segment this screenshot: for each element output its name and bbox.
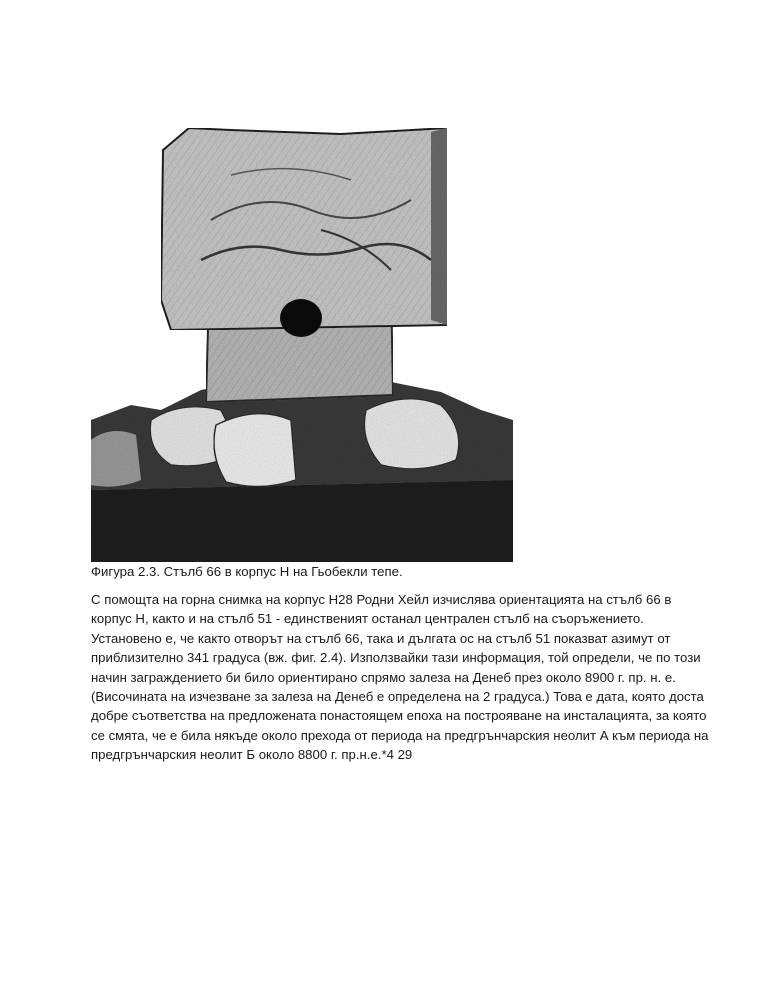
paragraph-line: Установено е, че както отворът на стълб 66, така и дългата ос на стълб 51 показват азимут от [91,630,671,646]
paragraph-line: С помощта на горна снимка на корпус H28 Родни Хейл изчислява ориентацията на стълб 66 в [91,592,672,607]
figure-caption: Фигура 2.3. Стълб 66 в корпус H на Гьобекли тепе. [91,564,403,579]
paragraph-line: (Височината на изчезване за залеза на Денеб е определена на 2 градуса.) Това е дата, която доста [91,689,704,705]
pillar-66-photo [91,120,513,562]
paragraph-line: корпус H, както и на стълб 51 - единственият останал централен стълб на съоръжението. [91,611,644,627]
paragraph-line: добре съответства на предложената понастоящем епоха на построяване на инсталацията, за която [91,708,707,724]
paragraph-line: предгрънчарския неолит Б около 8800 г. пр.н.е.*4 29 [91,747,413,763]
stone-pillar-photo-icon [91,120,513,562]
paragraph-line: начин заграждението би било ориентирано спрямо залеза на Денеб през около 8900 г. пр. н. е. [91,669,676,685]
paragraph-line: приблизително 341 градуса (вж. фиг. 2.4). Използвайки тази информация, той определи, че по този [91,650,701,666]
body-paragraph [91,590,709,765]
paragraph-line: се смята, че е била някъде около прехода от периода на предгрънчарския неолит А към периода на [91,727,709,743]
